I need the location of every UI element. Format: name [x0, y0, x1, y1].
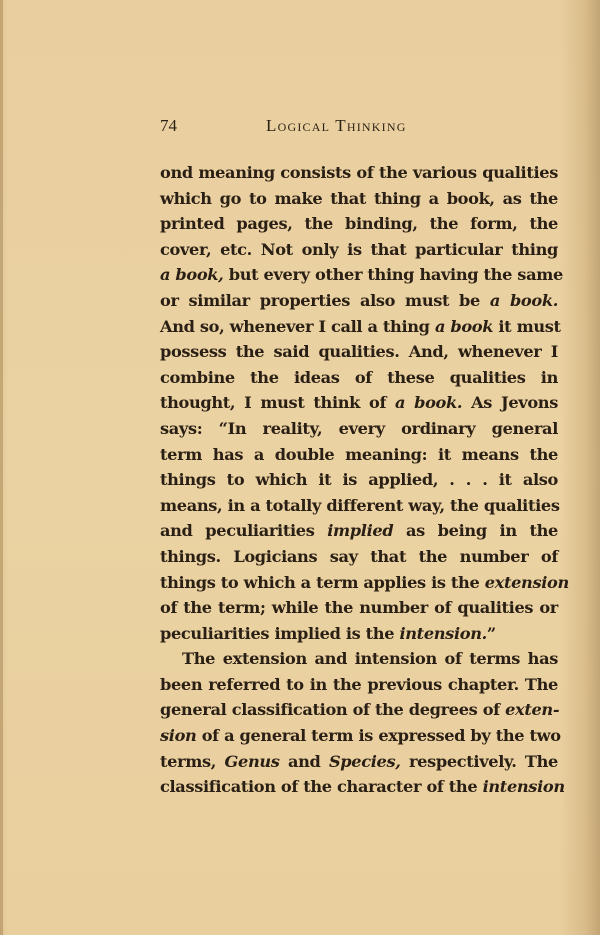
- text-segment: terms,: [160, 751, 225, 771]
- text-line: [160, 186, 558, 212]
- text-line: [160, 211, 558, 237]
- paragraph: [160, 160, 569, 646]
- text-segment: and peculiarities: [160, 521, 328, 541]
- text-line: [160, 339, 558, 365]
- text-segment: And so, whenever I call a thing: [160, 316, 435, 336]
- text-line: [160, 595, 558, 621]
- text-line: [160, 442, 558, 468]
- text-segment: of the term; while the number of qualities or: [160, 598, 558, 618]
- body-text: [160, 160, 569, 800]
- italic-text: extension: [484, 572, 569, 592]
- text-segment: things to which it is applied, . . . it also: [160, 470, 558, 490]
- text-segment: things to which a term applies is the: [160, 572, 485, 592]
- text-segment: as being in the: [393, 521, 558, 541]
- text-segment: printed pages, the binding, the form, the: [160, 214, 558, 234]
- text-line: [160, 288, 558, 314]
- text-line: [160, 749, 558, 775]
- running-title: Logical Thinking: [266, 116, 407, 135]
- text-line: [160, 697, 558, 723]
- italic-text: a book: [434, 316, 494, 336]
- italic-text: sion: [160, 726, 197, 746]
- text-line: [160, 416, 558, 442]
- italic-text: Genus: [224, 751, 280, 771]
- text-line: [160, 621, 558, 647]
- page-edge: [0, 0, 3, 935]
- text-segment: and: [279, 751, 329, 771]
- text-segment: but every other thing having the same: [223, 265, 563, 285]
- text-line: [160, 518, 558, 544]
- text-line: [160, 237, 558, 263]
- text-line: [160, 672, 558, 698]
- text-line: [160, 365, 558, 391]
- text-line: [160, 493, 558, 519]
- text-line: [160, 646, 558, 672]
- text-segment: term has a double meaning: it means the: [160, 444, 558, 464]
- text-line: [160, 544, 558, 570]
- text-segment: thought, I must think of: [160, 393, 396, 413]
- text-line: [160, 262, 563, 288]
- text-segment: which go to make that thing a book, as the: [160, 188, 558, 208]
- text-segment: The extension and intension of terms has: [182, 649, 558, 669]
- italic-text: exten-: [505, 700, 560, 720]
- text-segment: peculiarities implied is the: [160, 623, 400, 643]
- text-segment: it must: [493, 316, 561, 336]
- text-segment: been referred to in the previous chapter. The: [160, 674, 558, 694]
- text-segment: says: “In reality, every ordinary general: [160, 418, 558, 438]
- text-segment: or similar properties also must be: [160, 290, 490, 310]
- italic-text: intension.: [399, 623, 487, 643]
- text-line: [160, 467, 558, 493]
- text-segment: ”: [486, 623, 496, 643]
- text-line: [160, 774, 565, 800]
- italic-text: a book.: [395, 393, 463, 413]
- paragraph: [160, 646, 565, 800]
- text-segment: respectively. The: [400, 751, 558, 771]
- text-line: [160, 570, 569, 596]
- text-segment: combine the ideas of these qualities in: [160, 367, 558, 387]
- text-segment: cover, etc. Not only is that particular thing: [160, 239, 558, 259]
- running-head: [160, 116, 558, 140]
- text-segment: of a general term is expressed by the two: [196, 726, 561, 746]
- text-segment: means, in a totally different way, the qualities: [160, 495, 560, 515]
- text-segment: possess the said qualities. And, whenever I: [160, 342, 558, 362]
- text-segment: things. Logicians say that the number of: [160, 546, 558, 566]
- text-line: [160, 160, 558, 186]
- text-segment: classification of the character of the: [160, 777, 483, 797]
- text-line: [160, 314, 561, 340]
- text-segment: general classification of the degrees of: [160, 700, 506, 720]
- text-segment: ond meaning consists of the various qualities: [160, 163, 558, 182]
- page-number: 74: [160, 116, 177, 135]
- italic-text: a book,: [160, 265, 224, 285]
- italic-text: implied: [327, 521, 394, 541]
- italic-text: Species,: [328, 751, 401, 771]
- italic-text: a book.: [489, 290, 558, 310]
- text-line: [160, 723, 561, 749]
- italic-text: intension: [482, 777, 565, 797]
- text-segment: As Jevons: [462, 393, 558, 413]
- text-line: [160, 390, 558, 416]
